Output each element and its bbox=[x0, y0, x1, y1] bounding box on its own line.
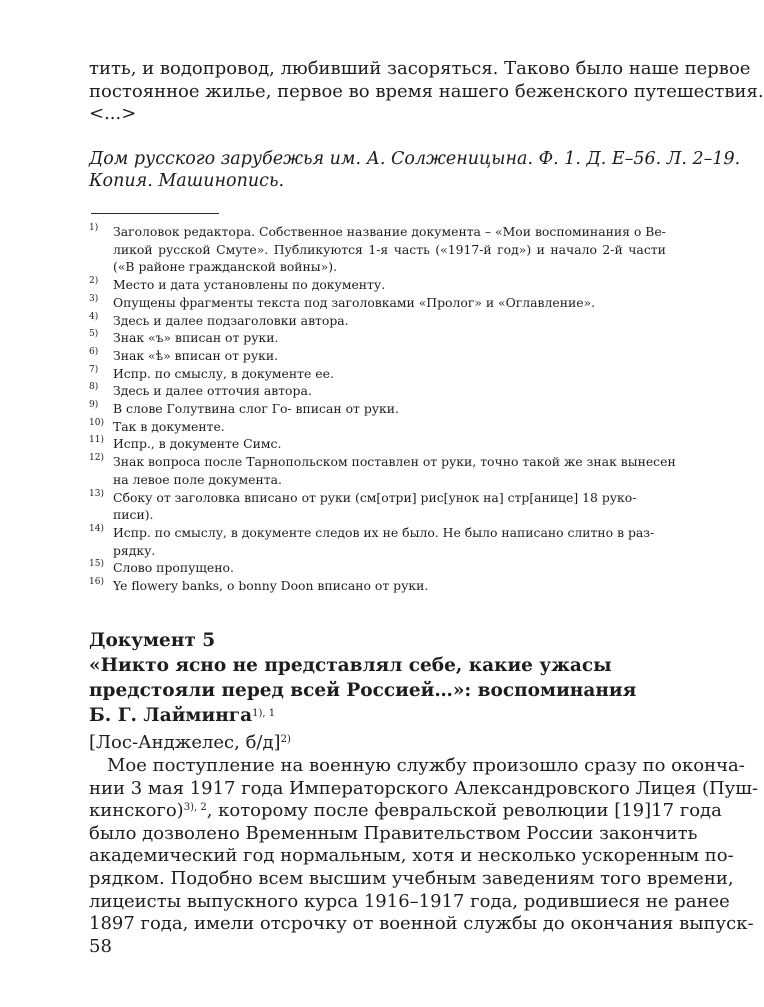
footnote-text bbox=[113, 577, 601, 595]
footnote-ref: 1), 1 bbox=[252, 708, 276, 719]
source-line: Копия. Машинопись. bbox=[89, 171, 285, 191]
footnote-text bbox=[113, 559, 601, 577]
document-title-line bbox=[89, 703, 609, 728]
footnote-number bbox=[89, 294, 113, 312]
footnote-text bbox=[113, 365, 601, 383]
footnote-line: Место и дата установлены по документу. bbox=[113, 277, 386, 293]
footnote-number bbox=[89, 365, 113, 383]
footnote-number bbox=[89, 418, 113, 436]
body-text bbox=[89, 755, 759, 936]
top-text-block bbox=[89, 58, 764, 126]
footnotes bbox=[89, 223, 676, 595]
page-number: 58 bbox=[89, 936, 112, 957]
footnote-number bbox=[89, 489, 113, 524]
footnote-marker: 8) bbox=[89, 382, 99, 393]
body-line: 1897 года, имели отсрочку от военной службы до окончания выпуск- bbox=[89, 913, 754, 935]
source-line: Дом русского зарубежья им. А. Солженицына. Ф. 1. Д. Е–56. Л. 2–19. bbox=[89, 149, 741, 169]
footnote bbox=[89, 223, 666, 276]
footnote bbox=[89, 523, 655, 559]
footnote-number bbox=[89, 276, 113, 294]
footnote bbox=[89, 276, 601, 294]
footnote-marker: 13) bbox=[89, 488, 104, 499]
footnote-text bbox=[113, 400, 601, 418]
footnote-line: рядку. bbox=[113, 542, 156, 558]
footnote-text bbox=[113, 276, 601, 294]
footnote-line: Испр., в документе Симс. bbox=[113, 436, 282, 452]
body-fragment: кинского) bbox=[89, 800, 184, 822]
document-title-line: предстояли перед всей Россией…»: воспоминания bbox=[89, 680, 637, 701]
footnote-number bbox=[89, 223, 113, 276]
footnote-line: Здесь и далее подзаголовки автора. bbox=[113, 312, 349, 328]
footnote-line: Ye flowery banks, o bonny Doon вписано от руки. bbox=[113, 578, 429, 594]
footnote-ref: 2) bbox=[280, 734, 291, 745]
footnote bbox=[89, 577, 601, 595]
place-date-text: [Лос-Анджелес, б/д] bbox=[89, 732, 281, 753]
footnote bbox=[89, 382, 601, 400]
footnote-text bbox=[113, 294, 601, 312]
footnote-marker: 15) bbox=[89, 559, 104, 570]
footnote-text bbox=[113, 524, 654, 559]
footnote-line: Опущены фрагменты текста под заголовками «Пролог» и «Оглавление». bbox=[113, 294, 596, 310]
footnote-marker: 5) bbox=[89, 329, 99, 340]
footnote-number bbox=[89, 524, 113, 559]
footnote-number bbox=[89, 435, 113, 453]
footnote-line: Знак «ѣ» вписан от руки. bbox=[113, 347, 279, 363]
footnote bbox=[89, 294, 601, 312]
document-heading bbox=[89, 628, 637, 728]
footnote-text bbox=[113, 382, 601, 400]
footnote-line: («В районе гражданской войны»). bbox=[113, 259, 338, 275]
footnote-marker: 10) bbox=[89, 417, 104, 428]
footnote-text bbox=[113, 329, 601, 347]
footnote-marker: 2) bbox=[89, 276, 99, 287]
footnote bbox=[89, 435, 601, 453]
archival-source bbox=[89, 148, 741, 192]
text-line: тить, и водопровод, любивший засоряться. Таково было наше первое bbox=[89, 58, 751, 79]
footnote bbox=[89, 312, 601, 330]
footnote-number bbox=[89, 400, 113, 418]
document-title-line: «Никто ясно не представлял себе, какие ужасы bbox=[89, 655, 612, 676]
footnote-line: Заголовок редактора. Собственное название документа – «Мои воспоминания о Ве- bbox=[113, 224, 666, 239]
body-line: Мое поступление на военную службу произошло сразу по оконча- bbox=[107, 755, 745, 776]
footnote-number bbox=[89, 559, 113, 577]
body-line: рядком. Подобно всем высшим учебным заведениям того времени, bbox=[89, 867, 734, 889]
footnote bbox=[89, 453, 676, 488]
footnote-ref: 3), 2 bbox=[183, 802, 207, 814]
footnote bbox=[89, 488, 637, 524]
footnote-text bbox=[113, 223, 666, 276]
footnote-line: Знак вопроса после Тарнопольском поставлен от руки, точно такой же знак вынесен bbox=[113, 454, 676, 470]
footnote-marker: 3) bbox=[89, 293, 99, 304]
footnote-number bbox=[89, 577, 113, 595]
footnote-text bbox=[113, 347, 601, 365]
footnote-number bbox=[89, 347, 113, 365]
footnote-line: Сбоку от заголовка вписано от руки (см[отри] рис[унок на] стр[анице] 18 руко- bbox=[113, 489, 637, 505]
body-line: было дозволено Временным Правительством России закончить bbox=[89, 822, 698, 844]
footnote-marker: 7) bbox=[89, 364, 99, 375]
footnote-line: Слово пропущено. bbox=[113, 560, 234, 576]
footnote-line: ликой русской Смуте». Публикуются 1-я часть («1917-й год») и начало 2-й части bbox=[113, 241, 666, 257]
footnote-marker: 6) bbox=[89, 346, 99, 357]
footnote-marker: 11) bbox=[89, 435, 104, 446]
footnote-number bbox=[89, 453, 113, 488]
footnote-line: Знак «ъ» вписан от руки. bbox=[113, 330, 279, 346]
footnote-text bbox=[113, 418, 601, 436]
footnote-line: В слове Голутвина слог Го- вписан от руки. bbox=[113, 401, 399, 417]
footnote bbox=[89, 329, 601, 347]
footnote-number bbox=[89, 382, 113, 400]
footnote-marker: 9) bbox=[89, 400, 99, 411]
document-number: Документ 5 bbox=[89, 630, 216, 651]
body-line: нии 3 мая 1917 года Императорского Александровского Лицея (Пуш- bbox=[89, 777, 759, 799]
footnote-text bbox=[113, 312, 601, 330]
footnote-line: Испр. по смыслу, в документе ее. bbox=[113, 365, 334, 381]
footnote-marker: 16) bbox=[89, 577, 104, 588]
footnote bbox=[89, 347, 601, 365]
footnote-line: Испр. по смыслу, в документе следов их не было. Не было написано слитно в раз- bbox=[113, 524, 655, 540]
footnote-number bbox=[89, 312, 113, 330]
footnote-line: писи). bbox=[113, 507, 154, 523]
footnote-text bbox=[113, 453, 676, 488]
footnote-rule bbox=[91, 213, 219, 214]
footnote-number bbox=[89, 329, 113, 347]
footnote-marker: 4) bbox=[89, 311, 99, 322]
footnote bbox=[89, 559, 601, 577]
text-line: постоянное жилье, первое во время нашего беженского путешествия. bbox=[89, 80, 764, 102]
body-line: лицеисты выпускного курса 1916–1917 года, родившиеся не ранее bbox=[89, 890, 730, 912]
footnote-text bbox=[113, 489, 636, 524]
footnote-marker: 1) bbox=[89, 223, 99, 233]
footnote bbox=[89, 400, 601, 418]
place-date bbox=[89, 732, 291, 755]
footnote bbox=[89, 365, 601, 383]
body-line: академический год нормальным, хотя и несколько ускоренным по- bbox=[89, 845, 734, 867]
footnote-line: на левое поле документа. bbox=[113, 471, 282, 487]
body-fragment: , которому после февральской революции [19]17 года bbox=[206, 800, 722, 822]
footnote-line: Так в документе. bbox=[113, 418, 225, 434]
footnote-marker: 12) bbox=[89, 453, 104, 464]
author-name: Б. Г. Лайминга bbox=[89, 705, 253, 726]
footnote-marker: 14) bbox=[89, 523, 104, 534]
footnote-text bbox=[113, 435, 601, 453]
footnote-line: Здесь и далее отточия автора. bbox=[113, 383, 312, 399]
body-line bbox=[89, 800, 722, 823]
footnote bbox=[89, 418, 601, 436]
text-line: <...> bbox=[89, 103, 137, 124]
